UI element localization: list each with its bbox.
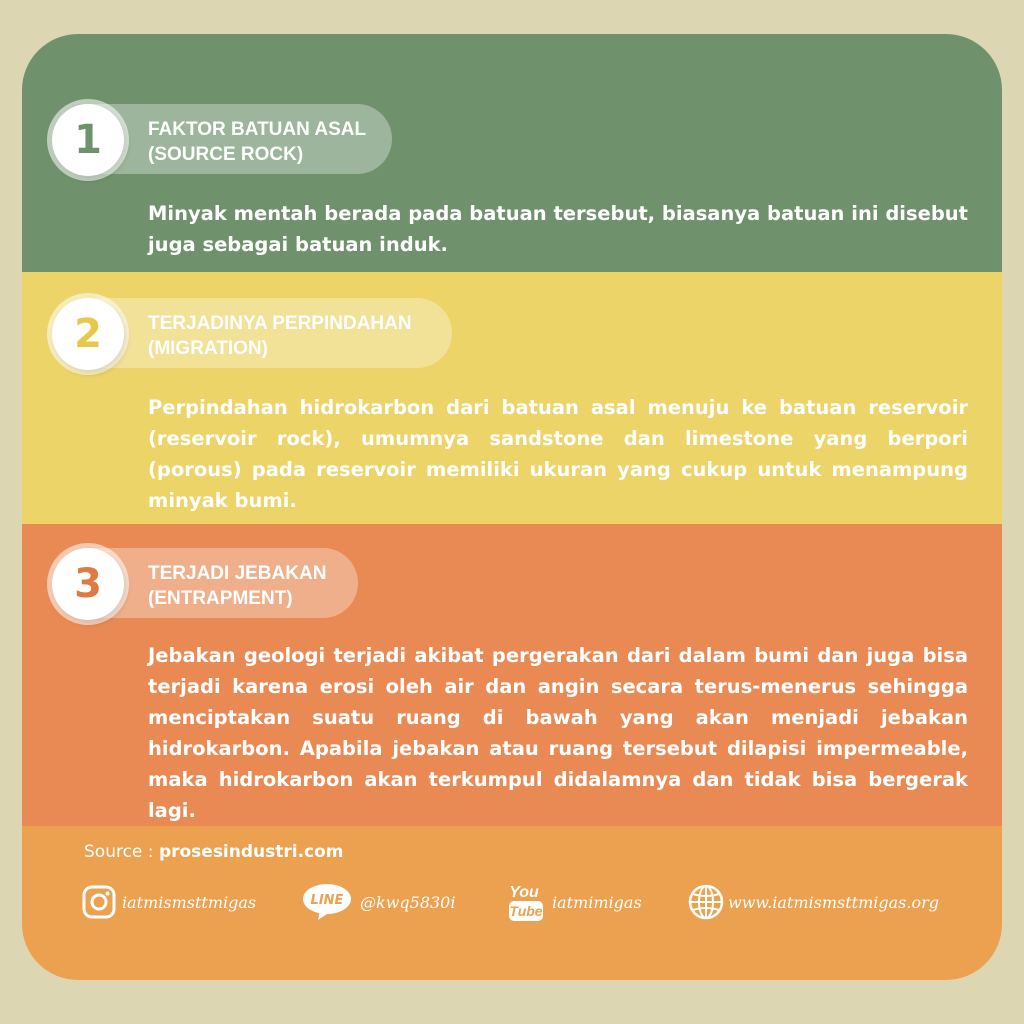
line-icon-text: LINE	[310, 893, 344, 908]
social-instagram[interactable]	[82, 882, 256, 922]
section-heading	[148, 561, 326, 611]
source-label: Source :	[84, 842, 154, 862]
social-website[interactable]	[688, 882, 939, 922]
globe-icon	[688, 884, 724, 920]
section-heading	[148, 311, 412, 361]
heading-line2: (ENTRAPMENT)	[148, 588, 293, 609]
section-body: Jebakan geologi terjadi akibat pergerakan dari dalam bumi dan juga bisa terjadi karena erosi oleh air dan angin secara terus-menerus sehingga menciptakan suatu ruang di bawah yang akan menjadi jebakan hidrokarbon. Apabila jebakan atau ruang tersebut dilapisi impermeable, maka hidrokarbon akan terkumpul didalamnya dan tidak bisa bergerak lagi.	[148, 644, 968, 822]
heading-line2: (SOURCE ROCK)	[148, 144, 304, 165]
section-source-rock	[22, 34, 1002, 272]
social-line[interactable]	[302, 882, 455, 922]
number-1: 1	[74, 117, 102, 163]
number-badge	[52, 298, 124, 370]
section-heading	[148, 117, 366, 167]
number-badge	[52, 104, 124, 176]
number-2: 2	[74, 311, 102, 357]
line-icon	[302, 882, 354, 922]
heading-line1: TERJADI JEBAKAN	[148, 563, 327, 584]
line-handle: @kwq5830i	[360, 892, 456, 912]
youtube-icon-bottom: Tube	[509, 903, 543, 919]
youtube-handle: iatmimigas	[552, 892, 642, 912]
instagram-handle: iatmismsttmigas	[122, 892, 257, 912]
source-credit	[84, 842, 344, 862]
section-entrapment	[22, 524, 1002, 826]
number-3: 3	[74, 561, 102, 607]
instagram-icon	[82, 885, 116, 919]
heading-line1: TERJADINYA PERPINDAHAN	[148, 313, 412, 334]
number-badge	[52, 548, 124, 620]
section-migration	[22, 272, 1002, 524]
source-link[interactable]: prosesindustri.com	[158, 842, 344, 862]
section-body: Perpindahan hidrokarbon dari batuan asal menuju ke batuan reservoir (reservoir rock), umumnya sandstone dan limestone yang berpori (porous) pada reservoir memiliki ukuran yang cukup untuk menampung minyak bumi.	[148, 396, 968, 512]
heading-line1: FAKTOR BATUAN ASAL	[148, 119, 367, 140]
youtube-icon	[508, 881, 546, 923]
social-youtube[interactable]	[508, 882, 642, 922]
youtube-icon-top: You	[509, 884, 539, 901]
infographic-card	[22, 34, 1002, 980]
website-url: www.iatmismsttmigas.org	[728, 892, 939, 912]
heading-line2: (MIGRATION)	[148, 338, 268, 359]
section-body: Minyak mentah berada pada batuan tersebut, biasanya batuan ini disebut juga sebagai batuan induk.	[148, 202, 968, 256]
